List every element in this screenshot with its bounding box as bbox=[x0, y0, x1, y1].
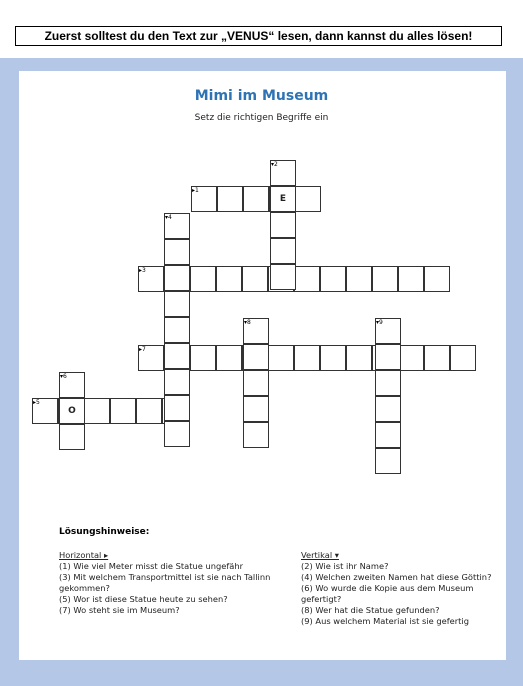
crossword-cell[interactable] bbox=[164, 369, 190, 395]
crossword-cell[interactable] bbox=[424, 266, 450, 292]
crossword-cell[interactable] bbox=[268, 345, 294, 371]
crossword-cell[interactable] bbox=[270, 238, 296, 264]
hints-title: Lösungshinweise: bbox=[59, 527, 150, 537]
puzzle-subtitle: Setz die richtigen Begriffe ein bbox=[194, 113, 329, 123]
crossword-cell[interactable] bbox=[190, 345, 216, 371]
crossword-cell[interactable] bbox=[216, 345, 242, 371]
crossword-cell[interactable] bbox=[375, 370, 401, 396]
crossword-cell[interactable] bbox=[294, 266, 320, 292]
crossword-cell[interactable] bbox=[346, 266, 372, 292]
horizontal-clues bbox=[59, 550, 291, 616]
crossword-cell[interactable] bbox=[375, 448, 401, 474]
crossword-cell[interactable] bbox=[270, 264, 296, 290]
vertical-clue: (2) Wie ist ihr Name? bbox=[301, 561, 389, 571]
crossword-cell[interactable] bbox=[164, 291, 190, 317]
crossword-cell[interactable] bbox=[136, 398, 162, 424]
crossword-cell[interactable]: O bbox=[59, 398, 85, 424]
horizontal-clue: (3) Mit welchem Transportmittel ist sie nach Tallinn gekommen? bbox=[59, 572, 271, 593]
clue-number: ▾2 bbox=[271, 161, 278, 168]
crossword-cell[interactable] bbox=[270, 212, 296, 238]
crossword-cell[interactable] bbox=[84, 398, 110, 424]
crossword-cell[interactable] bbox=[320, 266, 346, 292]
clue-number: ▸3 bbox=[139, 267, 146, 274]
crossword-cell[interactable] bbox=[110, 398, 136, 424]
crossword-cell[interactable] bbox=[164, 265, 190, 291]
crossword-cell[interactable] bbox=[164, 421, 190, 447]
crossword-cell[interactable] bbox=[217, 186, 243, 212]
horizontal-clue: (1) Wie viel Meter misst die Statue ungefähr bbox=[59, 561, 244, 571]
crossword-cell[interactable] bbox=[375, 422, 401, 448]
crossword-cell[interactable] bbox=[164, 395, 190, 421]
crossword-cell[interactable] bbox=[243, 370, 269, 396]
crossword-cell[interactable] bbox=[375, 344, 401, 370]
crossword-cell[interactable] bbox=[398, 266, 424, 292]
clue-number: ▾4 bbox=[165, 214, 172, 221]
vertical-clue: (4) Welchen zweiten Namen hat diese Göttin? bbox=[301, 572, 492, 582]
crossword-cell[interactable] bbox=[59, 424, 85, 450]
crossword-cell[interactable] bbox=[450, 345, 476, 371]
crossword-cell[interactable] bbox=[164, 317, 190, 343]
crossword-cell[interactable] bbox=[398, 345, 424, 371]
clue-number: ▾6 bbox=[60, 373, 67, 380]
crossword-cell[interactable] bbox=[243, 344, 269, 370]
crossword-cell[interactable] bbox=[243, 396, 269, 422]
crossword-cell[interactable] bbox=[190, 266, 216, 292]
crossword-cell[interactable] bbox=[320, 345, 346, 371]
clue-number: ▾9 bbox=[376, 319, 383, 326]
vertical-clue: (9) Aus welchem Material ist sie gefertig bbox=[301, 616, 469, 626]
crossword-cell[interactable] bbox=[243, 186, 269, 212]
clue-number: ▸1 bbox=[192, 187, 199, 194]
vertical-clues bbox=[301, 550, 497, 627]
crossword-cell[interactable] bbox=[346, 345, 372, 371]
vertical-heading: Vertikal ▾ bbox=[301, 550, 339, 560]
horizontal-clue: (5) Wor ist diese Statue heute zu sehen? bbox=[59, 594, 228, 604]
horizontal-clue: (7) Wo steht sie im Museum? bbox=[59, 605, 180, 615]
clue-number: ▸7 bbox=[139, 346, 146, 353]
crossword-cell[interactable] bbox=[164, 239, 190, 265]
vertical-clue: (6) Wo wurde die Kopie aus dem Museum gefertigt? bbox=[301, 583, 474, 604]
crossword-cell[interactable] bbox=[216, 266, 242, 292]
instruction-banner: Zuerst solltest du den Text zur „VENUS“ lesen, dann kannst du alles lösen! bbox=[15, 26, 502, 46]
clue-number: ▾8 bbox=[244, 319, 251, 326]
horizontal-heading: Horizontal ▸ bbox=[59, 550, 109, 560]
puzzle-title: Mimi im Museum bbox=[194, 88, 329, 104]
clue-number: ▸5 bbox=[33, 399, 40, 406]
crossword-cell[interactable] bbox=[243, 422, 269, 448]
crossword-cell[interactable] bbox=[242, 266, 268, 292]
crossword-cell[interactable]: E bbox=[270, 186, 296, 212]
crossword-cell[interactable] bbox=[375, 396, 401, 422]
crossword-cell[interactable] bbox=[295, 186, 321, 212]
vertical-clue: (8) Wer hat die Statue gefunden? bbox=[301, 605, 440, 615]
crossword-cell[interactable] bbox=[164, 343, 190, 369]
crossword-cell[interactable] bbox=[294, 345, 320, 371]
crossword-cell[interactable] bbox=[424, 345, 450, 371]
crossword-cell[interactable] bbox=[372, 266, 398, 292]
